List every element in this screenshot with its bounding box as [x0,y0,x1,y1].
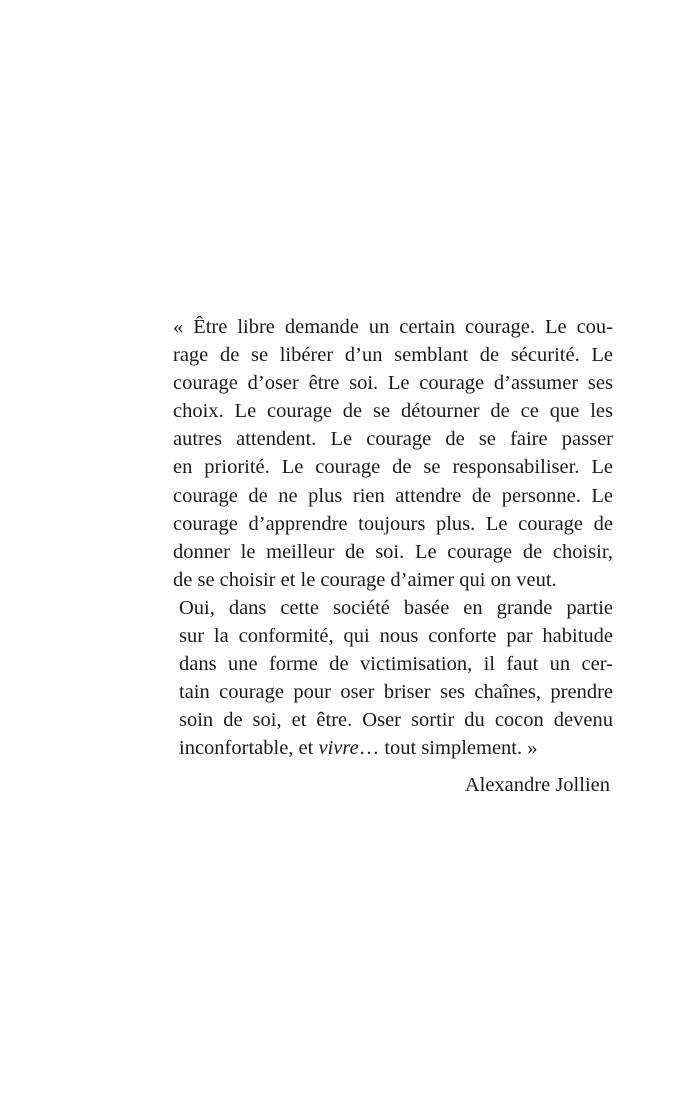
quote-author: Alexandre Jollien [464,774,610,796]
quote-line: autres attendent. Le courage de se faire passer [173,428,613,451]
quote-line: soin de soi, et être. Oser sortir du cocon devenu [179,709,613,732]
quote-line: courage d’oser être soi. Le courage d’assumer ses [173,372,613,395]
quote-line: tain courage pour oser briser ses chaînes, prendre [179,681,613,704]
quote-emphasis: vivre [318,737,359,760]
quote-line: en priorité. Le courage de se responsabiliser. Le [173,456,613,479]
quote-text: … tout simplement. » [358,737,538,760]
quote-line: de se choisir et le courage d’aimer qui on veut. [173,568,557,591]
quote-line: choix. Le courage de se détourner de ce que les [173,400,613,423]
quote-text: inconfortable, et [179,737,319,760]
quote-line: courage de ne plus rien attendre de personne. Le [173,484,613,507]
quote-line: courage d’apprendre toujours plus. Le courage de [173,512,613,535]
quote-line: rage de se libérer d’un semblant de sécurité. Le [173,344,613,367]
quote-line: dans une forme de victimisation, il faut un cer- [179,653,613,676]
epigraph-quote [173,313,613,763]
quote-final-line [173,734,613,762]
quote-line: « Être libre demande un certain courage. Le cou- [173,316,613,338]
quote-line: sur la conformité, qui nous conforte par habitude [179,625,613,648]
quote-line: Oui, dans cette société basée en grande partie [179,596,613,619]
quote-line: donner le meilleur de soi. Le courage de choisir, [173,540,613,563]
